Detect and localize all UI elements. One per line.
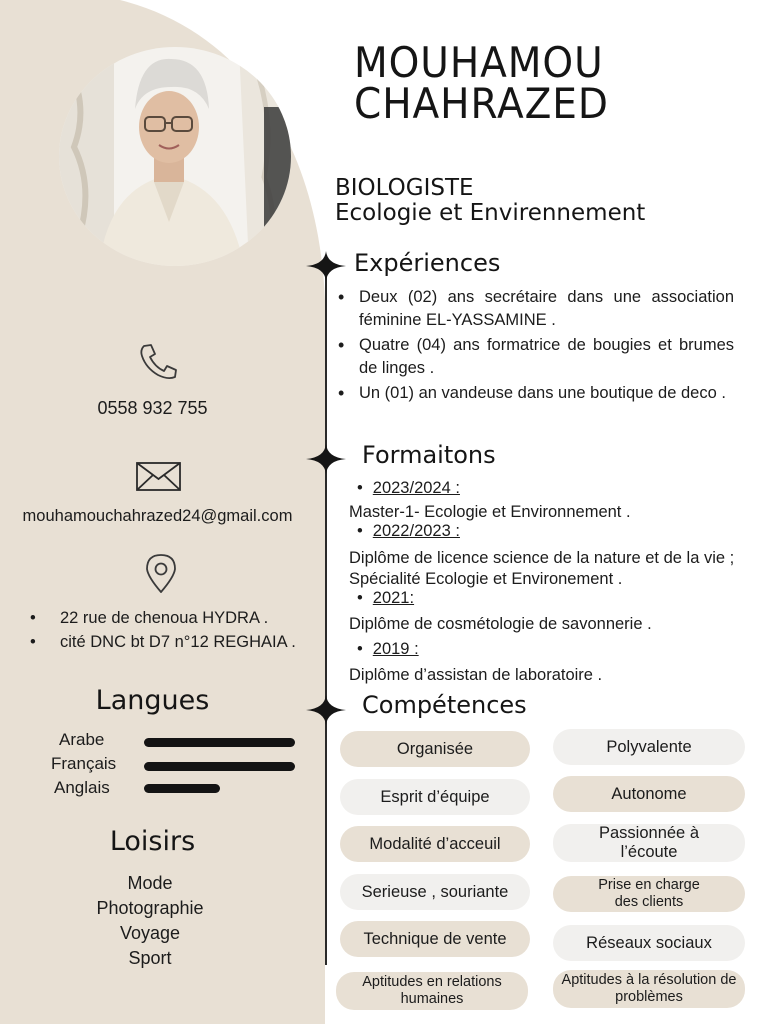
phone-icon [138,342,178,380]
map-pin-icon [144,553,178,593]
language-level-bar [144,784,220,793]
formation-date: • 2023/2024 : [357,479,460,498]
address-line: • 22 rue de chenoua HYDRA . [30,609,268,628]
hobby-item: Voyage [119,923,181,943]
formation-date: • 2021: [357,589,414,608]
skill-pill: Autonome [553,776,745,812]
skill-pill: Organisée [340,731,530,767]
skill-pill: Serieuse , souriante [340,874,530,910]
formation-description: Master-1- Ecologie et Environnement . [349,503,631,521]
envelope-icon [136,462,181,491]
skill-pill: Polyvalente [553,729,745,765]
experience-item: • Deux (02) ans secrétaire dans une association féminine EL-YASSAMINE . [338,286,734,332]
job-title [335,176,645,226]
skill-pill: Réseaux sociaux [553,925,745,961]
phone-number: 0558 932 755 [97,398,208,418]
skill-pill: Passionnée à l’écoute [553,824,745,862]
skill-pill: Aptitudes à la résolution de problèmes [553,970,745,1008]
formation-date: • 2019 : [357,640,419,659]
experience-item: • Un (01) an vandeuse dans une boutique de deco . [338,382,734,405]
address-line: • cité DNC bt D7 n°12 REGHAIA . [30,633,296,652]
name-line-2: CHAHRAZED [354,79,609,128]
hobby-item: Mode [127,873,173,893]
formation-description: Diplôme d’assistan de laboratoire . [349,666,603,684]
sparkle-icon [306,251,346,281]
email-address: mouhamouchahrazed24@gmail.com [22,507,293,525]
sparkle-icon [306,444,346,474]
skill-pill: Modalité d’acceuil [340,826,530,862]
language-level-bar [144,738,295,747]
language-level-bar [144,762,295,771]
competences-heading: Compétences [362,691,527,719]
skill-pill: Prise en charge des clients [553,876,745,912]
timeline-line [325,265,327,965]
experiences-list [338,286,734,407]
skill-pill: Technique de vente [340,921,530,957]
title-line-1: BIOLOGISTE [335,175,474,201]
langues-heading: Langues [95,685,210,716]
skill-pill: Aptitudes en relations humaines [336,972,528,1010]
formation-description: Diplôme de licence science de la nature et de la vie ; Spécialité Ecologie et Environement . [349,549,735,588]
sparkle-icon [306,695,346,725]
skill-pill: Esprit d’équipe [340,779,530,815]
formations-heading: Formaitons [362,441,496,469]
language-name: Anglais [54,778,110,797]
profile-photo [59,47,291,266]
candidate-name [354,38,609,128]
name-line-1: MOUHAMOU [354,38,604,87]
experiences-heading: Expériences [354,249,501,277]
hobby-item: Photographie [96,898,204,918]
title-line-2: Ecologie et Envirennement [335,200,646,226]
formation-description: Diplôme de cosmétologie de savonnerie . [349,615,652,633]
formation-date: • 2022/2023 : [357,522,460,541]
language-name: Français [51,754,117,773]
language-name: Arabe [59,730,105,749]
loisirs-heading: Loisirs [109,826,196,857]
hobby-item: Sport [128,948,172,968]
experience-item: • Quatre (04) ans formatrice de bougies et brumes de linges . [338,334,734,380]
